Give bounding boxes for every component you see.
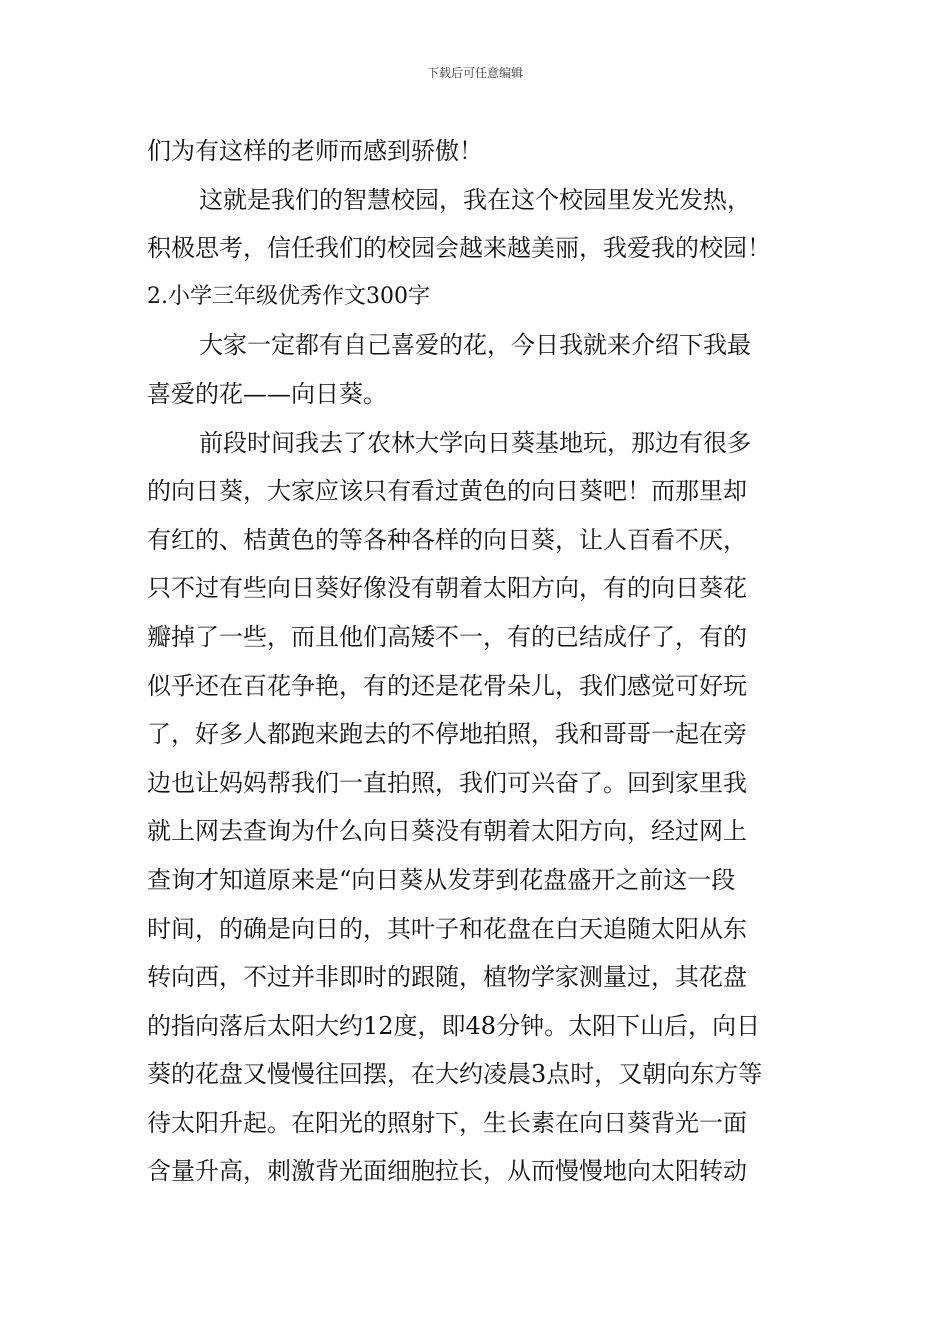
text-line: 了，好多人都跑来跑去的不停地拍照，我和哥哥一起在旁 xyxy=(147,720,747,749)
section-heading: 2.小学三年级优秀作文300字 xyxy=(147,283,430,309)
text-line: 有红的、桔黄色的等各种各样的向日葵，让人百看不厌， xyxy=(147,525,747,554)
text-line: 只不过有些向日葵好像没有朝着太阳方向，有的向日葵花 xyxy=(147,574,747,603)
essay-body xyxy=(147,127,807,1196)
text-line: 这就是我们的智慧校园，我在这个校园里发光发热， xyxy=(199,185,751,214)
text-line: 待太阳升起。在阳光的照射下，生长素在向日葵背光一面 xyxy=(147,1108,747,1137)
text-line: 喜爱的花——向日葵。 xyxy=(147,379,387,408)
page-header: 下载后可任意编辑 xyxy=(426,66,523,80)
text-line: 的向日葵，大家应该只有看过黄色的向日葵吧！而那里却 xyxy=(147,477,747,506)
text-line: 时间，的确是向日的，其叶子和花盘在白天追随太阳从东 xyxy=(147,914,747,943)
text-line: 边也让妈妈帮我们一直拍照，我们可兴奋了。回到家里我 xyxy=(147,768,747,797)
text-line: 查询才知道原来是“向日葵从发芽到花盘盛开之前这一段 xyxy=(147,865,736,894)
text-line: 大家一定都有自己喜爱的花，今日我就来介绍下我最 xyxy=(199,331,751,360)
text-line: 就上网去查询为什么向日葵没有朝着太阳方向，经过网上 xyxy=(147,817,747,846)
text-line: 似乎还在百花争艳，有的还是花骨朵儿，我们感觉可好玩 xyxy=(147,671,747,700)
text-line: 的指向落后太阳大约12度，即48分钟。太阳下山后，向日 xyxy=(147,1011,761,1040)
text-line: 前段时间我去了农林大学向日葵基地玩，那边有很多 xyxy=(199,428,751,457)
text-line: 含量升高，刺激背光面细胞拉长，从而慢慢地向太阳转动 xyxy=(147,1157,747,1186)
text-line: 们为有这样的老师而感到骄傲！ xyxy=(147,137,483,165)
text-line: 葵的花盘又慢慢往回摆，在大约凌晨3点时，又朝向东方等 xyxy=(147,1060,763,1089)
text-line: 瓣掉了一些，而且他们高矮不一，有的已结成仔了，有的 xyxy=(147,622,747,651)
text-line: 积极思考，信任我们的校园会越来越美丽，我爱我的校园！ xyxy=(147,234,771,263)
text-line: 转向西，不过并非即时的跟随，植物学家测量过，其花盘 xyxy=(147,963,747,992)
